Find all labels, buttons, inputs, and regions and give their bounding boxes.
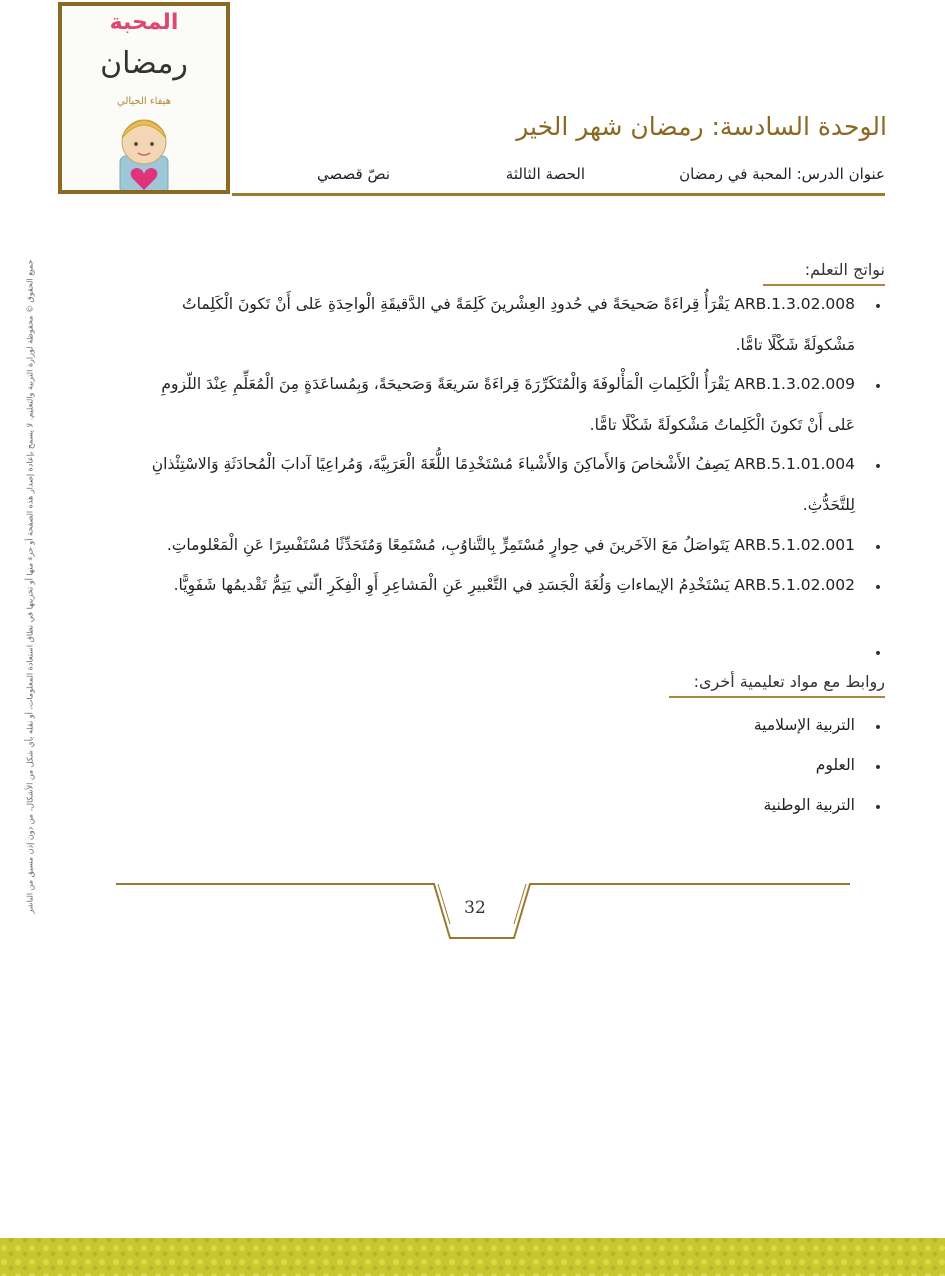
lesson-title: عنوان الدرس: المحبة في رمضان <box>679 165 885 183</box>
page-number-frame <box>112 880 854 960</box>
outcome-text-continued: عَلى أَنْ تَكونَ الْكَلِماتُ مَشْكولَةً شَكْلًا تامًّا. <box>589 416 855 434</box>
bullet-marker: • <box>873 720 883 736</box>
outcome-text-continued: مَشْكولَةً شَكْلًا تامًّا. <box>735 336 855 354</box>
outcome-code: ARB.1.3.02.008 <box>734 295 855 313</box>
book-cover-image <box>58 2 230 194</box>
cover-author: هيفاء الحيالي <box>116 96 171 107</box>
outcome-code: ARB.1.3.02.009 <box>734 375 855 393</box>
empty-bullet-marker: • <box>873 646 883 662</box>
page-number: 32 <box>464 898 486 918</box>
bullet-marker: • <box>873 299 883 315</box>
outcome-item <box>167 536 855 554</box>
text-type-label: نصّ قصصي <box>316 165 390 183</box>
outcome-text: يَسْتَخْدِمُ الإيماءاتِ وَلُغَةَ الْجَسَدِ في التَّعْبيرِ عَنِ الْمَشاعِرِ أَوِ الْفِكَرِ الّتي يَتِمُّ تَقْديمُها شَفَوِيًّا. <box>173 576 730 594</box>
outcome-item <box>174 576 855 594</box>
bullet-marker: • <box>873 580 883 596</box>
bullet-marker: • <box>873 760 883 776</box>
child-illustration <box>102 110 186 194</box>
outcome-item <box>161 375 855 393</box>
outcome-text: يَصِفُ الأَشْخاصَ وَالأَماكِنَ وَالأَشْياءَ مُسْتَخْدِمًا اللُّغَةَ الْعَرَبِيَّةَ، وَمُراعِيًا آدابَ الْمُحادَثَةِ وَالاسْتِئْذانِ <box>151 455 730 473</box>
links-heading: روابط مع مواد تعليمية أخرى: <box>693 672 885 691</box>
outcomes-heading: نواتج التعلم: <box>804 260 885 279</box>
bullet-marker: • <box>873 379 883 395</box>
outcomes-heading-underline <box>763 284 885 286</box>
session-label: الحصة الثالثة <box>505 165 585 183</box>
subject-link-science: العلوم <box>815 756 855 774</box>
outcome-item <box>152 455 855 473</box>
header-divider <box>232 193 885 196</box>
cover-subtitle: رمضان <box>100 46 188 81</box>
outcome-text-continued: لِلتَّحَدُّثِ. <box>802 496 855 514</box>
footer-band <box>0 1230 945 1276</box>
bullet-marker: • <box>873 459 883 475</box>
bullet-marker: • <box>873 540 883 556</box>
outcome-code: ARB.5.1.02.002 <box>734 576 855 594</box>
links-heading-underline <box>669 696 885 698</box>
subject-link-islamic: التربية الإسلامية <box>753 716 855 734</box>
side-copyright-note: جميع الحقوق © محفوظة لوزارة التربية والتعليم. لا يسمح بإعادة إصدار هذه الصفحة أو جزء منها أو تخزينها في نطاق استعادة المعلومات، أو نقله بأي شكل من الأشكال، من دون إذن مسبق من الناشر <box>25 259 35 914</box>
outcome-text: يَتَواصَلُ مَعَ الآخَرينَ في حِوارٍ مُسْتَمِرٍّ بِالتَّناوُبِ، مُسْتَمِعًا وَمُتَحَدِّثًا مُسْتَفْسِرًا عَنِ الْمَعْلوماتِ. <box>166 536 730 554</box>
outcome-text: يَقْرَأُ قِراءَةً صَحيحَةً في حُدودِ العِشْرينَ كَلِمَةً في الدَّقيقَةِ الْواحِدَةِ عَلى أَنْ تَكونَ الْكَلِماتُ <box>182 295 730 313</box>
outcome-code: ARB.5.1.01.004 <box>734 455 855 473</box>
cover-title: المحبة <box>109 10 179 35</box>
subject-link-national: التربية الوطنية <box>763 796 855 814</box>
outcome-text: يَقْرَأُ الْكَلِماتِ الْمَأْلوفَةَ وَالْمُتَكَرِّرَةَ قِراءَةً سَريعَةً وَصَحيحَةً، وَبِمُساعَدَةٍ مِنَ الْمُعَلِّمِ عِنْدَ اللّزومِ <box>161 375 730 393</box>
bullet-marker: • <box>873 800 883 816</box>
unit-title: الوحدة السادسة: رمضان شهر الخير <box>516 112 887 141</box>
outcome-code: ARB.5.1.02.001 <box>734 536 855 554</box>
outcome-item <box>182 295 855 313</box>
